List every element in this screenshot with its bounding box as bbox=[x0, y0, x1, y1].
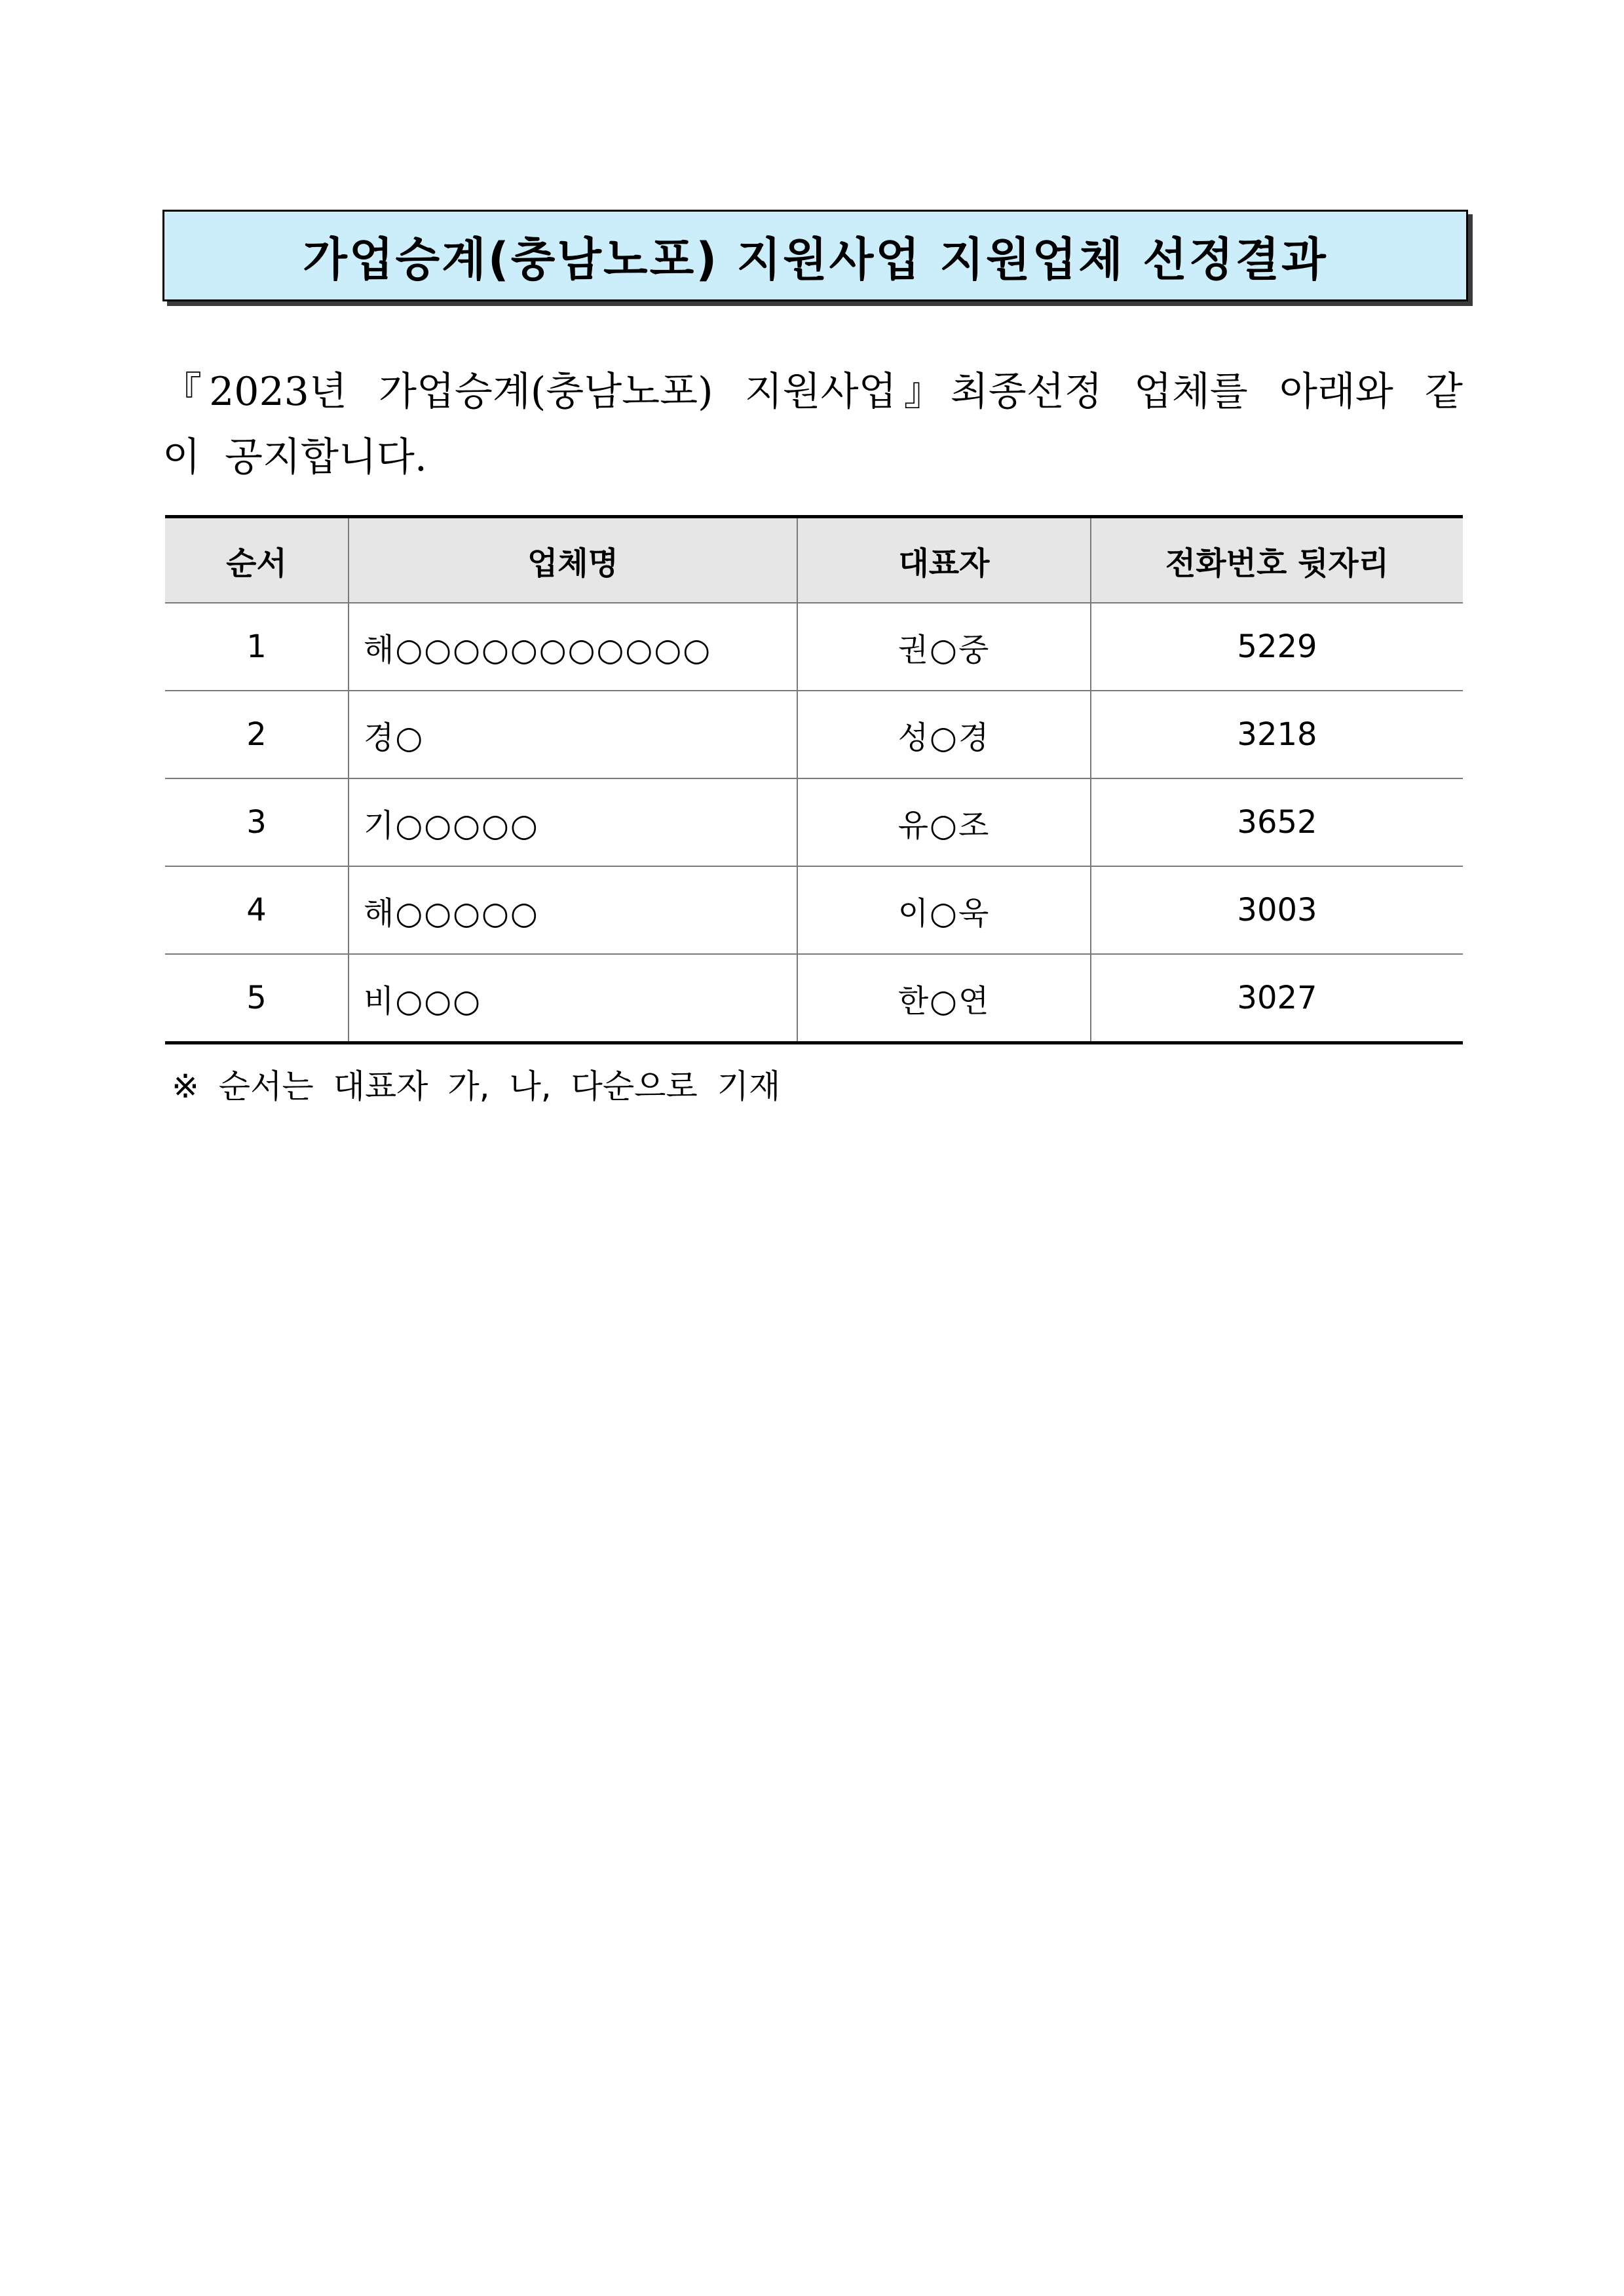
footnote: ※ 순서는 대표자 가, 나, 다순으로 기재 bbox=[172, 1067, 781, 1105]
header-seq: 순서 bbox=[165, 517, 349, 603]
cell-seq: 5 bbox=[165, 954, 349, 1043]
table-row bbox=[165, 866, 1463, 954]
cell-phone-suffix: 3027 bbox=[1091, 954, 1463, 1043]
cell-phone-suffix: 3652 bbox=[1091, 778, 1463, 866]
table-row bbox=[165, 603, 1463, 691]
selection-table bbox=[165, 515, 1463, 1044]
cell-company-name: 기○○○○○ bbox=[349, 778, 797, 866]
selection-table-wrap bbox=[165, 515, 1463, 1044]
header-company-name: 업체명 bbox=[349, 517, 797, 603]
cell-representative: 권○중 bbox=[797, 603, 1091, 691]
table-row bbox=[165, 954, 1463, 1043]
cell-seq: 2 bbox=[165, 691, 349, 778]
cell-representative: 한○연 bbox=[797, 954, 1091, 1043]
table-row bbox=[165, 691, 1463, 778]
intro-paragraph bbox=[162, 359, 1463, 490]
cell-phone-suffix: 3218 bbox=[1091, 691, 1463, 778]
title-box bbox=[162, 210, 1468, 301]
cell-seq: 4 bbox=[165, 866, 349, 954]
cell-phone-suffix: 3003 bbox=[1091, 866, 1463, 954]
cell-company-name: 해○○○○○ bbox=[349, 866, 797, 954]
header-phone-suffix: 전화번호 뒷자리 bbox=[1091, 517, 1463, 603]
table-header-row bbox=[165, 517, 1463, 603]
table-row bbox=[165, 778, 1463, 866]
cell-seq: 1 bbox=[165, 603, 349, 691]
cell-seq: 3 bbox=[165, 778, 349, 866]
cell-representative: 성○경 bbox=[797, 691, 1091, 778]
cell-phone-suffix: 5229 bbox=[1091, 603, 1463, 691]
intro-line-2: 이 공지합니다. bbox=[162, 434, 427, 480]
cell-company-name: 비○○○ bbox=[349, 954, 797, 1043]
intro-line-1: 『2023년 가업승계(충남노포) 지원사업』최종선정 업체를 아래와 같 bbox=[162, 369, 1463, 415]
header-representative: 대표자 bbox=[797, 517, 1091, 603]
document-title: 가업승계(충남노포) 지원사업 지원업체 선정결과 bbox=[303, 232, 1328, 286]
cell-representative: 이○욱 bbox=[797, 866, 1091, 954]
cell-company-name: 해○○○○○○○○○○○ bbox=[349, 603, 797, 691]
cell-company-name: 경○ bbox=[349, 691, 797, 778]
cell-representative: 유○조 bbox=[797, 778, 1091, 866]
